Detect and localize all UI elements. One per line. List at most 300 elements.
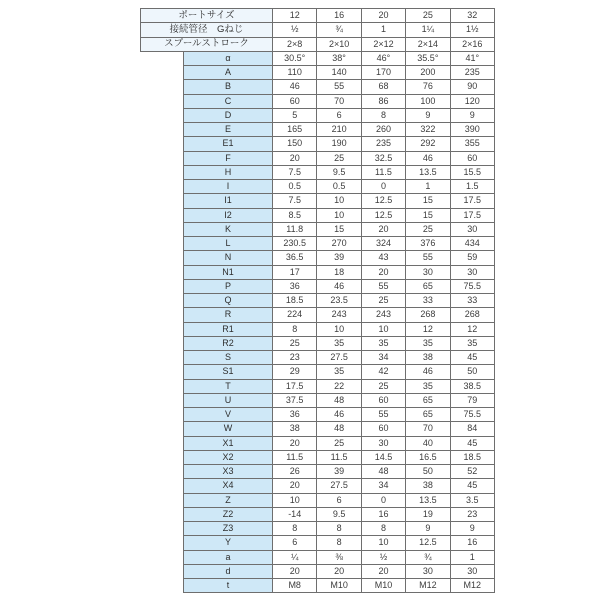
header-row-label: ポートサイズ: [141, 9, 273, 23]
value-cell: 45: [450, 436, 494, 450]
value-cell: 27.5: [317, 351, 361, 365]
header-value-cell: 20: [361, 9, 405, 23]
header-value-cell: 2×12: [361, 37, 405, 51]
value-cell: 17.5: [273, 379, 317, 393]
spacer-cell: [141, 351, 184, 365]
value-cell: 19: [406, 507, 450, 521]
spacer-cell: [141, 194, 184, 208]
row-label: d: [184, 564, 273, 578]
table-row: [141, 536, 495, 550]
value-cell: 17.5: [450, 208, 494, 222]
value-cell: 48: [317, 393, 361, 407]
value-cell: 17.5: [450, 194, 494, 208]
value-cell: 25: [273, 336, 317, 350]
value-cell: 48: [361, 465, 405, 479]
table-row: [141, 564, 495, 578]
value-cell: 30: [406, 265, 450, 279]
value-cell: 224: [273, 308, 317, 322]
value-cell: M10: [361, 579, 405, 593]
header-value-cell: 1¼: [406, 23, 450, 37]
value-cell: M12: [406, 579, 450, 593]
value-cell: 38: [406, 479, 450, 493]
value-cell: 20: [361, 265, 405, 279]
value-cell: 10: [317, 194, 361, 208]
header-value-cell: 1: [361, 23, 405, 37]
table-row: [141, 465, 495, 479]
spacer-cell: [141, 66, 184, 80]
spacer-cell: [141, 365, 184, 379]
value-cell: 34: [361, 351, 405, 365]
dimension-table: [140, 8, 495, 593]
row-label: U: [184, 393, 273, 407]
table-row: [141, 308, 495, 322]
value-cell: 8: [317, 522, 361, 536]
value-cell: 52: [450, 465, 494, 479]
row-label: N1: [184, 265, 273, 279]
row-label: T: [184, 379, 273, 393]
value-cell: 230.5: [273, 237, 317, 251]
spacer-cell: [141, 265, 184, 279]
table-row: [141, 137, 495, 151]
value-cell: 1: [450, 550, 494, 564]
table-row: [141, 279, 495, 293]
value-cell: ¼: [273, 550, 317, 564]
value-cell: 9: [406, 108, 450, 122]
table-row: [141, 408, 495, 422]
table-row: [141, 393, 495, 407]
value-cell: 11.5: [317, 450, 361, 464]
table-row: [141, 237, 495, 251]
value-cell: 10: [361, 322, 405, 336]
row-label: Z3: [184, 522, 273, 536]
value-cell: 42: [361, 365, 405, 379]
table-header: [141, 9, 495, 52]
row-label: α: [184, 51, 273, 65]
header-value-cell: 2×14: [406, 37, 450, 51]
spacer-cell: [141, 165, 184, 179]
value-cell: 29: [273, 365, 317, 379]
spacer-cell: [141, 180, 184, 194]
value-cell: 30: [450, 564, 494, 578]
table-row: [141, 294, 495, 308]
table-row: [141, 265, 495, 279]
value-cell: 434: [450, 237, 494, 251]
value-cell: 10: [273, 493, 317, 507]
row-label: P: [184, 279, 273, 293]
value-cell: 33: [406, 294, 450, 308]
spacer-cell: [141, 550, 184, 564]
value-cell: 43: [361, 251, 405, 265]
row-label: H: [184, 165, 273, 179]
header-value-cell: ½: [273, 23, 317, 37]
value-cell: 39: [317, 465, 361, 479]
spacer-cell: [141, 336, 184, 350]
value-cell: 50: [450, 365, 494, 379]
value-cell: 70: [406, 422, 450, 436]
value-cell: 38: [273, 422, 317, 436]
value-cell: 60: [450, 151, 494, 165]
value-cell: 6: [317, 493, 361, 507]
header-value-cell: 1½: [450, 23, 494, 37]
table-row: [141, 123, 495, 137]
value-cell: 11.5: [361, 165, 405, 179]
spacer-cell: [141, 137, 184, 151]
value-cell: 23: [273, 351, 317, 365]
value-cell: ¾: [406, 550, 450, 564]
value-cell: 60: [273, 94, 317, 108]
value-cell: 75.5: [450, 279, 494, 293]
value-cell: 55: [406, 251, 450, 265]
spacer-cell: [141, 579, 184, 593]
spacer-cell: [141, 436, 184, 450]
value-cell: 324: [361, 237, 405, 251]
value-cell: 41°: [450, 51, 494, 65]
table-row: [141, 522, 495, 536]
header-value-cell: 32: [450, 9, 494, 23]
row-label: E: [184, 123, 273, 137]
value-cell: 12: [450, 322, 494, 336]
value-cell: 46: [273, 80, 317, 94]
row-label: Z: [184, 493, 273, 507]
table-row: [141, 208, 495, 222]
value-cell: 25: [361, 294, 405, 308]
value-cell: 15.5: [450, 165, 494, 179]
table-row: [141, 180, 495, 194]
value-cell: 55: [317, 80, 361, 94]
value-cell: -14: [273, 507, 317, 521]
header-row: [141, 23, 495, 37]
value-cell: 20: [273, 436, 317, 450]
row-label: D: [184, 108, 273, 122]
spacer-cell: [141, 479, 184, 493]
header-value-cell: 12: [273, 9, 317, 23]
row-label: A: [184, 66, 273, 80]
value-cell: 12.5: [361, 208, 405, 222]
value-cell: 9.5: [317, 165, 361, 179]
value-cell: 8.5: [273, 208, 317, 222]
row-label: X1: [184, 436, 273, 450]
value-cell: 46°: [361, 51, 405, 65]
row-label: V: [184, 408, 273, 422]
value-cell: 170: [361, 66, 405, 80]
value-cell: 5: [273, 108, 317, 122]
value-cell: 30: [450, 222, 494, 236]
value-cell: 390: [450, 123, 494, 137]
value-cell: 210: [317, 123, 361, 137]
value-cell: ⅜: [317, 550, 361, 564]
spacer-cell: [141, 393, 184, 407]
spacer-cell: [141, 564, 184, 578]
value-cell: 243: [317, 308, 361, 322]
value-cell: 55: [361, 408, 405, 422]
table-row: [141, 422, 495, 436]
value-cell: 165: [273, 123, 317, 137]
value-cell: 38.5: [450, 379, 494, 393]
spacer-cell: [141, 465, 184, 479]
value-cell: 60: [361, 422, 405, 436]
row-label: I1: [184, 194, 273, 208]
table-row: [141, 550, 495, 564]
table-row: [141, 365, 495, 379]
value-cell: 75.5: [450, 408, 494, 422]
value-cell: 10: [317, 322, 361, 336]
spacer-cell: [141, 522, 184, 536]
table-row: [141, 251, 495, 265]
value-cell: 3.5: [450, 493, 494, 507]
spacer-cell: [141, 379, 184, 393]
row-label: a: [184, 550, 273, 564]
table-row: [141, 222, 495, 236]
value-cell: 235: [450, 66, 494, 80]
table-row: [141, 450, 495, 464]
row-label: W: [184, 422, 273, 436]
value-cell: 355: [450, 137, 494, 151]
value-cell: 30.5°: [273, 51, 317, 65]
value-cell: 65: [406, 279, 450, 293]
value-cell: 23: [450, 507, 494, 521]
header-value-cell: 2×10: [317, 37, 361, 51]
value-cell: 14.5: [361, 450, 405, 464]
table-body: [141, 51, 495, 593]
spacer-cell: [141, 251, 184, 265]
value-cell: 46: [317, 408, 361, 422]
value-cell: 0.5: [273, 180, 317, 194]
table-row: [141, 151, 495, 165]
value-cell: 34: [361, 479, 405, 493]
value-cell: 32.5: [361, 151, 405, 165]
row-label: Y: [184, 536, 273, 550]
header-value-cell: ¾: [317, 23, 361, 37]
value-cell: 7.5: [273, 194, 317, 208]
row-label: R2: [184, 336, 273, 350]
table-row: [141, 507, 495, 521]
value-cell: 35: [406, 336, 450, 350]
value-cell: 26: [273, 465, 317, 479]
header-value-cell: 2×16: [450, 37, 494, 51]
value-cell: 20: [317, 564, 361, 578]
value-cell: 20: [273, 479, 317, 493]
row-label: Z2: [184, 507, 273, 521]
row-label: C: [184, 94, 273, 108]
value-cell: 17: [273, 265, 317, 279]
value-cell: 18: [317, 265, 361, 279]
table-row: [141, 194, 495, 208]
value-cell: 70: [317, 94, 361, 108]
value-cell: 12: [406, 322, 450, 336]
value-cell: 120: [450, 94, 494, 108]
value-cell: 36: [273, 408, 317, 422]
row-label: L: [184, 237, 273, 251]
table-row: [141, 493, 495, 507]
spacer-cell: [141, 493, 184, 507]
value-cell: 268: [406, 308, 450, 322]
value-cell: 45: [450, 479, 494, 493]
value-cell: 45: [450, 351, 494, 365]
value-cell: 20: [273, 564, 317, 578]
header-row-label: スプールストローク: [141, 37, 273, 51]
value-cell: 38: [406, 351, 450, 365]
spacer-cell: [141, 450, 184, 464]
value-cell: 190: [317, 137, 361, 151]
value-cell: 20: [361, 564, 405, 578]
value-cell: 50: [406, 465, 450, 479]
value-cell: 8: [273, 322, 317, 336]
value-cell: 0: [361, 180, 405, 194]
value-cell: 150: [273, 137, 317, 151]
value-cell: 8: [273, 522, 317, 536]
value-cell: 86: [361, 94, 405, 108]
value-cell: 30: [361, 436, 405, 450]
value-cell: 25: [317, 436, 361, 450]
spacer-cell: [141, 123, 184, 137]
row-label: S1: [184, 365, 273, 379]
value-cell: ½: [361, 550, 405, 564]
value-cell: M10: [317, 579, 361, 593]
value-cell: 8: [317, 536, 361, 550]
row-label: Q: [184, 294, 273, 308]
spacer-cell: [141, 208, 184, 222]
value-cell: 46: [406, 151, 450, 165]
table-row: [141, 94, 495, 108]
value-cell: 13.5: [406, 493, 450, 507]
table-row: [141, 51, 495, 65]
value-cell: 13.5: [406, 165, 450, 179]
value-cell: 27.5: [317, 479, 361, 493]
value-cell: 16: [450, 536, 494, 550]
value-cell: 9.5: [317, 507, 361, 521]
value-cell: 84: [450, 422, 494, 436]
row-label: B: [184, 80, 273, 94]
value-cell: 46: [317, 279, 361, 293]
spacer-cell: [141, 237, 184, 251]
spacer-cell: [141, 507, 184, 521]
header-value-cell: 2×8: [273, 37, 317, 51]
value-cell: 322: [406, 123, 450, 137]
value-cell: 100: [406, 94, 450, 108]
value-cell: 10: [361, 536, 405, 550]
value-cell: 65: [406, 408, 450, 422]
row-label: F: [184, 151, 273, 165]
value-cell: 1.5: [450, 180, 494, 194]
value-cell: 60: [361, 393, 405, 407]
row-label: N: [184, 251, 273, 265]
header-value-cell: 25: [406, 9, 450, 23]
row-label: t: [184, 579, 273, 593]
value-cell: 37.5: [273, 393, 317, 407]
value-cell: 25: [361, 379, 405, 393]
value-cell: 268: [450, 308, 494, 322]
row-label: I: [184, 180, 273, 194]
value-cell: 35: [361, 336, 405, 350]
value-cell: 8: [361, 522, 405, 536]
value-cell: 260: [361, 123, 405, 137]
value-cell: 79: [450, 393, 494, 407]
value-cell: 15: [406, 194, 450, 208]
spacer-cell: [141, 151, 184, 165]
value-cell: 9: [406, 522, 450, 536]
table-row: [141, 165, 495, 179]
table-row: [141, 336, 495, 350]
row-label: E1: [184, 137, 273, 151]
table-row: [141, 479, 495, 493]
value-cell: 23.5: [317, 294, 361, 308]
value-cell: 8: [361, 108, 405, 122]
table-row: [141, 379, 495, 393]
table-row: [141, 80, 495, 94]
value-cell: 235: [361, 137, 405, 151]
value-cell: 25: [406, 222, 450, 236]
value-cell: 33: [450, 294, 494, 308]
value-cell: 11.8: [273, 222, 317, 236]
spacer-cell: [141, 408, 184, 422]
value-cell: 76: [406, 80, 450, 94]
value-cell: 35.5°: [406, 51, 450, 65]
spacer-cell: [141, 94, 184, 108]
value-cell: 20: [273, 151, 317, 165]
row-label: X4: [184, 479, 273, 493]
value-cell: 15: [406, 208, 450, 222]
value-cell: 35: [317, 365, 361, 379]
row-label: K: [184, 222, 273, 236]
value-cell: 35: [317, 336, 361, 350]
value-cell: 243: [361, 308, 405, 322]
value-cell: 15: [317, 222, 361, 236]
spacer-cell: [141, 294, 184, 308]
value-cell: 65: [406, 393, 450, 407]
header-row: [141, 9, 495, 23]
row-label: X2: [184, 450, 273, 464]
spacer-cell: [141, 279, 184, 293]
row-label: I2: [184, 208, 273, 222]
value-cell: 376: [406, 237, 450, 251]
row-label: X3: [184, 465, 273, 479]
value-cell: 7.5: [273, 165, 317, 179]
value-cell: 46: [406, 365, 450, 379]
value-cell: 270: [317, 237, 361, 251]
value-cell: 22: [317, 379, 361, 393]
row-label: S: [184, 351, 273, 365]
spacer-cell: [141, 422, 184, 436]
value-cell: 9: [450, 108, 494, 122]
table-row: [141, 66, 495, 80]
value-cell: 16.5: [406, 450, 450, 464]
value-cell: 68: [361, 80, 405, 94]
value-cell: M8: [273, 579, 317, 593]
value-cell: 40: [406, 436, 450, 450]
value-cell: 20: [361, 222, 405, 236]
value-cell: 18.5: [273, 294, 317, 308]
value-cell: 36.5: [273, 251, 317, 265]
value-cell: 36: [273, 279, 317, 293]
value-cell: 110: [273, 66, 317, 80]
value-cell: 0.5: [317, 180, 361, 194]
value-cell: 292: [406, 137, 450, 151]
value-cell: 30: [450, 265, 494, 279]
value-cell: 6: [273, 536, 317, 550]
value-cell: 140: [317, 66, 361, 80]
table-row: [141, 579, 495, 593]
value-cell: 35: [450, 336, 494, 350]
value-cell: 35: [406, 379, 450, 393]
value-cell: 6: [317, 108, 361, 122]
table-row: [141, 351, 495, 365]
table-row: [141, 108, 495, 122]
header-row-label: 接続管径 Gねじ: [141, 23, 273, 37]
value-cell: 59: [450, 251, 494, 265]
spacer-cell: [141, 322, 184, 336]
row-label: R: [184, 308, 273, 322]
value-cell: 11.5: [273, 450, 317, 464]
